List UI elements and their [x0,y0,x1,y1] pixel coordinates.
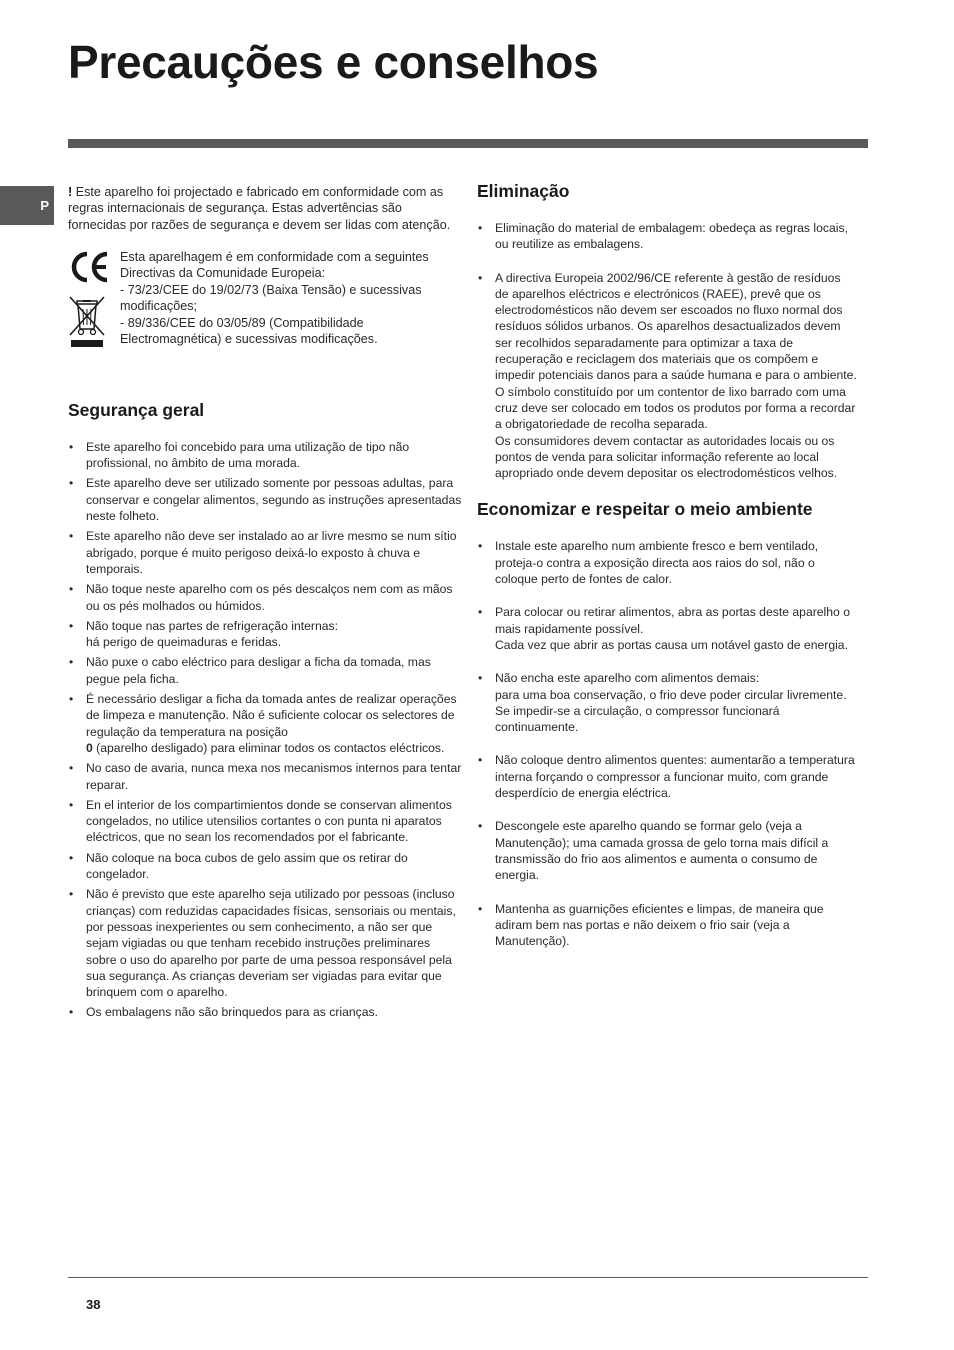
right-column [477,180,857,966]
position-value: 0 [86,740,93,755]
eliminacao-list [477,220,857,481]
intro-paragraph [68,184,462,233]
section-heading-economizar: Economizar e respeitar o meio ambiente [477,499,813,520]
list-item: • Não é previsto que este aparelho seja utilizado por pessoas (incluso crianças) com reduzidas capacidades físicas, sensoriais ou mentais, por pessoas inexperientes ou sem conhecimento, a não ser que sejam vigiadas ou que tenham recebido instruções preliminares sobre o uso do aparelho por parte de uma pessoa responsável pela sua segurança. As crianças deveriam ser vigiadas para evitar que brinquem com o aparelho. [68,886,462,1000]
list-item: • Mantenha as guarnições eficientes e limpas, de maneira que adiram bem nas portas e não deixem o frio sair (veja a Manutenção). [477,901,857,950]
section-heading-eliminacao: Eliminação [477,181,570,201]
list-item: • Este aparelho foi concebido para uma utilização de tipo não profissional, no âmbito de uma morada. [68,439,462,472]
list-item: • Não puxe o cabo eléctrico para desligar a ficha da tomada, mas pegue pela ficha. [68,654,462,687]
list-item: • En el interior de los compartimientos donde se conservan alimentos congelados, no utilice utensilios cortantes o con punta ni aparatos eléctricos, que no sean los recomendados por el fabricante. [68,797,462,846]
directive-text [120,249,462,348]
intro-text: Este aparelho foi projectado e fabricado em conformidade com as regras internacionais de segurança. Estas advertências são fornecidas por razões de segurança e devem ser lidas com atenção. [68,185,451,232]
list-item: • Não toque neste aparelho com os pés descalços nem com as mãos ou os pés molhados ou húmidos. [68,581,462,614]
list-item: • Instale este aparelho num ambiente fresco e bem ventilado, proteja-o contra a exposição directa aos raios do sol, não o coloque perto de fontes de calor. [477,538,857,587]
page-number: 38 [86,1297,101,1312]
list-item: • Descongele este aparelho quando se formar gelo (veja a Manutenção); uma camada grossa de gelo torna mais difícil a transmissão do frio aos alimentos e aumenta o consumo de energia. [477,818,857,883]
ce-mark-icon [68,249,112,285]
directive-line: Esta aparelhagem é em conformidade com a seguintes Directivas da Comunidade Europeia: [120,249,429,281]
list-item: • Não encha este aparelho com alimentos demais: para uma boa conservação, o frio deve poder circular livremente. Se impedir-se a circulação, o compressor funcionará continuamente. [477,670,857,735]
list-item: • Não coloque na boca cubos de gelo assim que os retirar do congelador. [68,850,462,883]
list-item: • Este aparelho não deve ser instalado ao ar livre mesmo se num sítio abrigado, porque é muito perigoso deixá-lo exposto à chuva e temporais. [68,528,462,577]
seguranca-list [68,439,462,1021]
language-tab: P [0,186,54,225]
list-item: • Este aparelho deve ser utilizado somente por pessoas adultas, para conservar e congelar alimentos, segundo as instruções apresentadas neste folheto. [68,475,462,524]
list-item: • É necessário desligar a ficha da tomada antes de realizar operações de limpeza e manutenção. Não é suficiente colocar os selectores de regulação da temperatura na posição 0 (aparelho desligado) para eliminar todos os contactos eléctricos. [68,691,462,756]
left-column [68,184,462,1025]
list-item: • No caso de avaria, nunca mexa nos mecanismos internos para tentar reparar. [68,760,462,793]
page-title: Precauções e conselhos [68,36,599,88]
directive-line: - 73/23/CEE do 19/02/73 (Baixa Tensão) e sucessivas modificações; [120,282,422,314]
list-item: • Não coloque dentro alimentos quentes: aumentarão a temperatura interna forçando o compressor a funcionar muito, com grande desperdício de energia eléctrica. [477,752,857,801]
list-item: • A directiva Europeia 2002/96/CE referente à gestão de resíduos de aparelhos eléctricos e electrónicos (RAEE), prevê que os electrodomésticos não devem ser escoados no fluxo normal dos resíduos sólidos urbanos. Os aparelhos desactualizados devem ser recolhidos separadamente para optimizar a taxa de recuperação e reciclagem dos materiais que os compõem e impedir potenciais danos para a saúde humana e para o ambiente. O símbolo constituído por um contentor de lixo barrado com uma cruz deve ser colocado em todos os produtos por forma a recordar a obrigatoriedade de recolha separada. Os consumidores devem contactar as autoridades locais ou os pontos de venda para solicitar informação referente ao local apropriado onde devem depositar os electrodomésticos velhos. [477,270,857,482]
footer-rule [68,1277,868,1278]
warning-mark: ! [68,185,73,199]
list-item: • Para colocar ou retirar alimentos, abra as portas deste aparelho o mais rapidamente possível. Cada vez que abrir as portas causa um notável gasto de energia. [477,604,857,653]
directive-icons [68,249,112,351]
directives-block [68,249,462,357]
title-divider-bar [68,139,868,148]
list-item: • Os embalagens não são brinquedos para as crianças. [68,1004,462,1020]
economizar-list [477,538,857,949]
position-suffix: (aparelho desligado) para eliminar todos os contactos eléctricos. [96,740,445,755]
list-item: • Eliminação do material de embalagem: obedeça as regras locais, ou reutilize as embalagens. [477,220,857,253]
crossed-out-wheelie-bin-icon [68,295,106,351]
list-item: • Não toque nas partes de refrigeração internas: há perigo de queimaduras e feridas. [68,618,462,651]
directive-line: - 89/336/CEE do 03/05/89 (Compatibilidade Electromagnética) e sucessivas modificações. [120,315,378,347]
section-heading-seguranca: Segurança geral [68,399,205,420]
